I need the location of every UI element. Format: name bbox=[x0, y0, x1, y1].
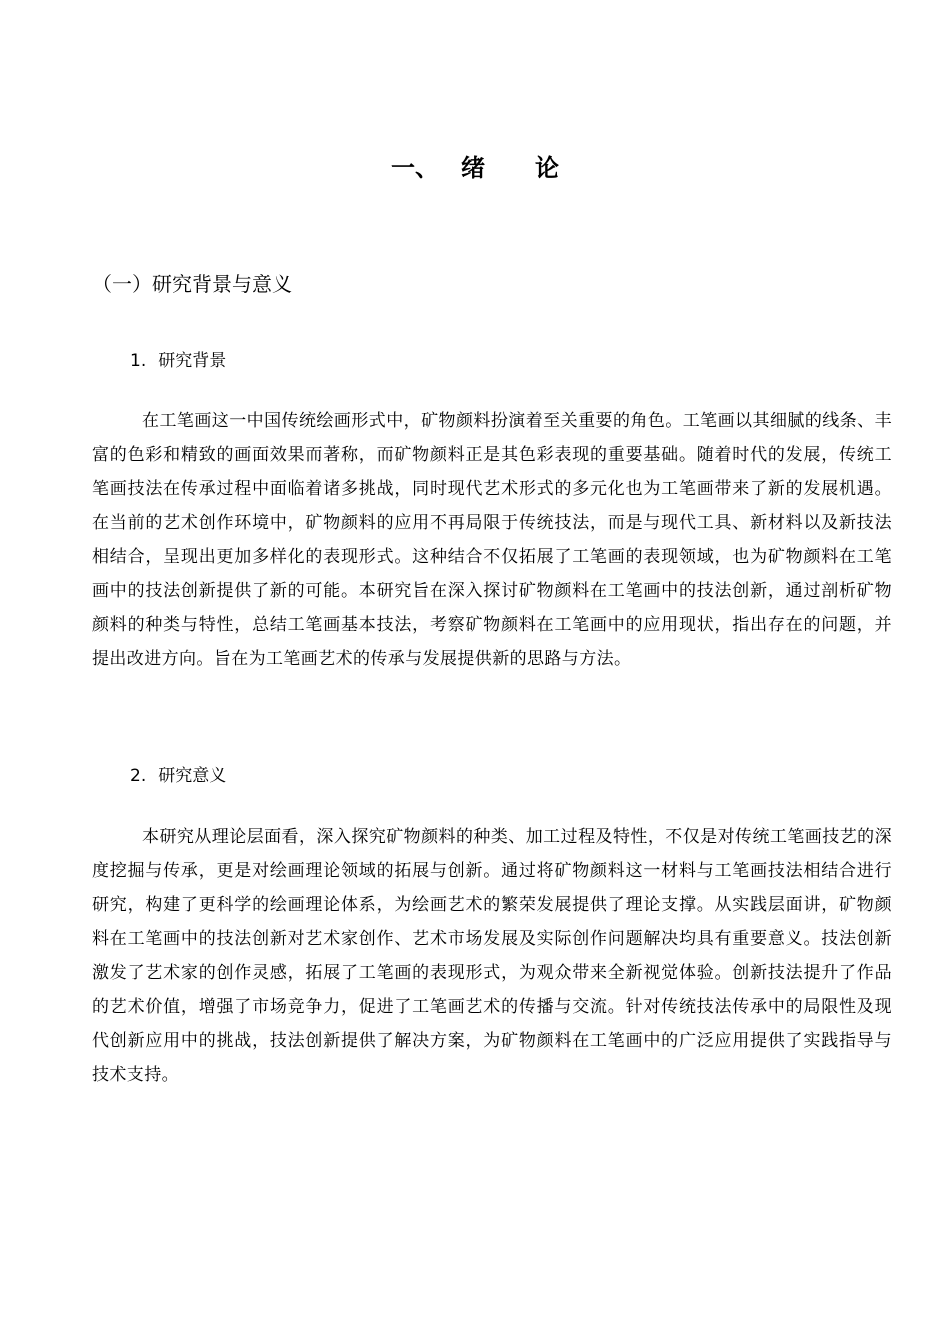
chapter-title bbox=[0, 150, 950, 186]
subsection-heading-significance bbox=[130, 762, 226, 790]
subsection-title: 研究意义 bbox=[158, 766, 227, 786]
paragraph-background: 在工笔画这一中国传统绘画形式中，矿物颜料扮演着至关重要的角色。工笔画以其细腻的线条、丰富的色彩和精致的画面效果而著称，而矿物颜料正是其色彩表现的重要基础。随着时代的发展，传统工笔画技法在传承过程中面临着诸多挑战，同时现代艺术形式的多元化也为工笔画带来了新的发展机遇。在当前的艺术创作环境中，矿物颜料的应用不再局限于传统技法，而是与现代工具、新材料以及新技法相结合，呈现出更加多样化的表现形式。这种结合不仅拓展了工笔画的表现领域，也为矿物颜料在工笔画中的技法创新提供了新的可能。本研究旨在深入探讨矿物颜料在工笔画中的技法创新，通过剖析矿物颜料的种类与特性，总结工笔画基本技法，考察矿物颜料在工笔画中的应用现状，指出存在的问题，并提出改进方向。旨在为工笔画艺术的传承与发展提供新的思路与方法。 bbox=[92, 411, 892, 669]
subsection-index: 1. bbox=[130, 351, 147, 371]
subsection-title: 研究背景 bbox=[158, 351, 227, 371]
section-title: （一）研究背景与意义 bbox=[92, 272, 292, 296]
chapter-title-char-2: 论 bbox=[535, 154, 559, 182]
subsection-heading-background bbox=[130, 347, 226, 375]
paragraph-significance: 本研究从理论层面看，深入探究矿物颜料的种类、加工过程及特性，不仅是对传统工笔画技艺的深度挖掘与传承，更是对绘画理论领域的拓展与创新。通过将矿物颜料这一材料与工笔画技法相结合进行研究，构建了更科学的绘画理论体系，为绘画艺术的繁荣发展提供了理论支撑。从实践层面讲，矿物颜料在工笔画中的技法创新对艺术家创作、艺术市场发展及实际创作问题解决均具有重要意义。技法创新激发了艺术家的创作灵感，拓展了工笔画的表现形式，为观众带来全新视觉体验。创新技法提升了作品的艺术价值，增强了市场竞争力，促进了工笔画艺术的传播与交流。针对传统技法传承中的局限性及现代创新应用中的挑战，技法创新提供了解决方案，为矿物颜料在工笔画中的广泛应用提供了实践指导与技术支持。 bbox=[92, 827, 892, 1085]
chapter-number: 一、 bbox=[391, 154, 439, 182]
chapter-title-char-1: 绪 bbox=[461, 154, 485, 182]
subsection-index: 2. bbox=[130, 766, 147, 786]
